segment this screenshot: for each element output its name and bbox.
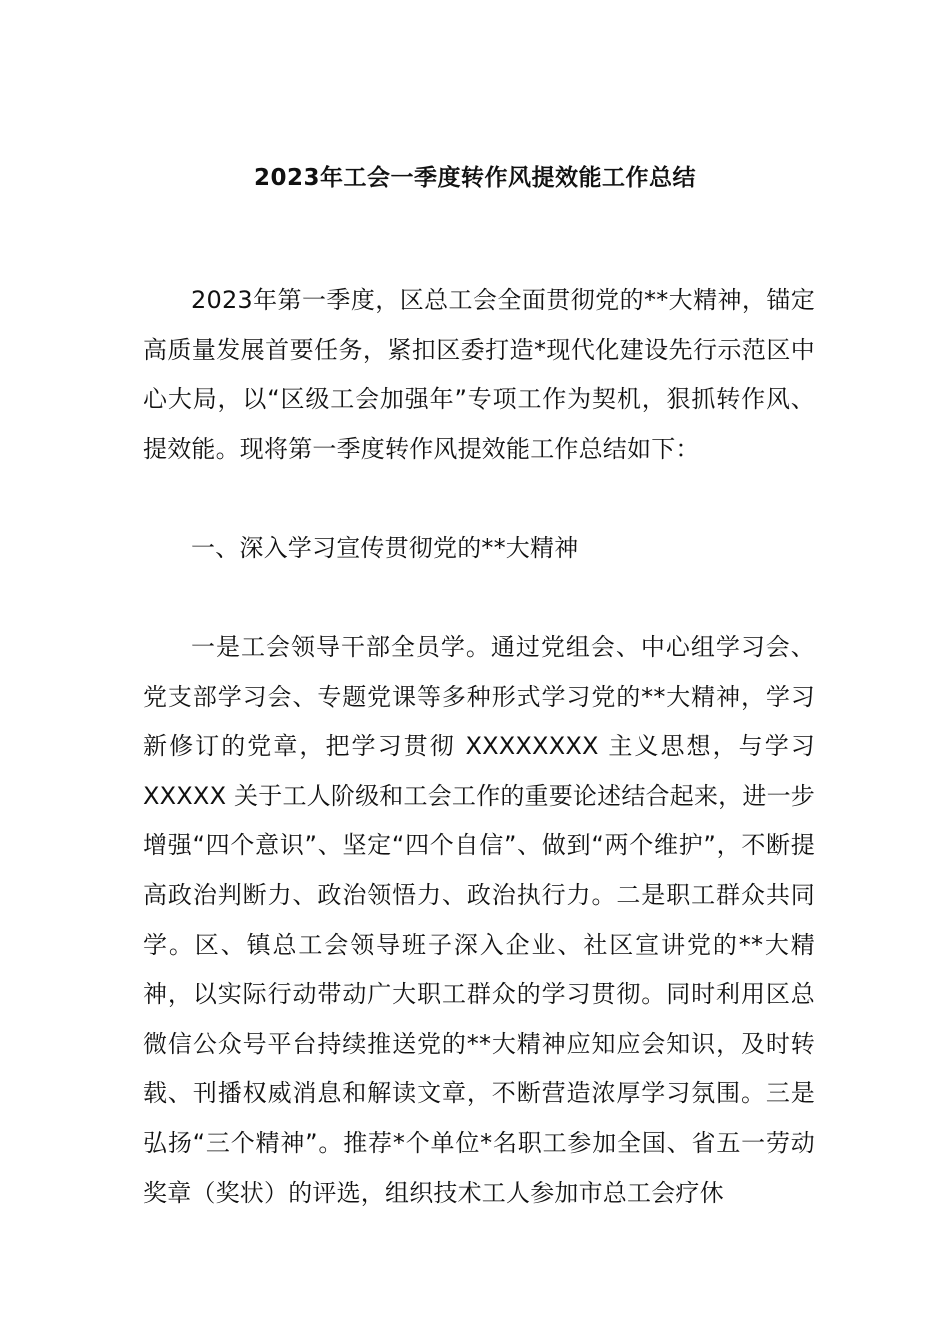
section-heading: 一、深入学习宣传贯彻党的**大精神 (191, 534, 579, 562)
section-paragraph: 一是工会领导干部全员学。通过党组会、中心组学习会、党支部学习会、专题党课等多种形式学习党的**大精神，学习新修订的党章，把学习贯彻 XXXXXXXX 主义思想，与学习 XXXXX 关于工人阶级和工会工作的重要论述结合起来，进一步增强“四个意识”、坚定“四个自信”、做到“两个维护”，不断提高政治判断力、政治领悟力、政治执行力。二是职工群众共同学。区、镇总工会领导班子深入企业、社区宣讲党的**大精神，以实际行动带动广大职工群众的学习贯彻。同时利用区总微信公众号平台持续推送党的**大精神应知应会知识，及时转载、刊播权威消息和解读文章，不断营造浓厚学习氛围。三是弘扬“三个精神”。推荐*个单位*名职工参加全国、省五一劳动奖章（奖状）的评选，组织技术工人参加市总工会疗休 (143, 633, 815, 1207)
intro-paragraph: 2023年第一季度，区总工会全面贯彻党的**大精神，锚定高质量发展首要任务，紧扣区委打造*现代化建设先行示范区中心大局，以“区级工会加强年”专项工作为契机，狠抓转作风、提效能。现将第一季度转作风提效能工作总结如下： (143, 286, 815, 463)
document-title: 2023年工会一季度转作风提效能工作总结 (253, 165, 696, 191)
